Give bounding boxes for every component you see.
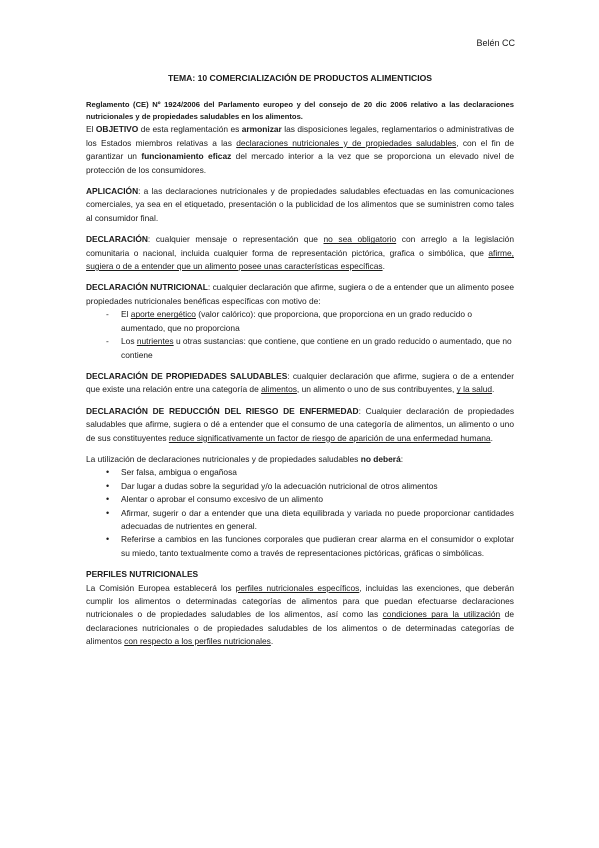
regulation-reference: Reglamento (CE) Nº 1924/2006 del Parlamento europeo y del consejo de 20 dic 2006 relativo a las declaraciones nutricionales y de propiedades saludables en los alimentos. <box>86 100 514 122</box>
list-item: • Alentar o aprobar el consumo excesivo de un alimento <box>106 494 324 505</box>
list-item: • Dar lugar a dudas sobre la seguridad y/o la adecuación nutricional de otros alimentos <box>106 480 438 491</box>
nutritional-profiles-heading: PERFILES NUTRICIONALES <box>86 569 199 580</box>
list-item: - El aporte energético (valor calórico): que proporciona, que proporciona en un grado reducido o aumentado, que no proporciona <box>106 309 473 333</box>
author-name: Belén CC <box>476 38 515 48</box>
usage-paragraph: La utilización de declaraciones nutricionales y de propiedades saludables no deberá: <box>86 453 404 464</box>
risk-reduction-paragraph: DECLARACIÓN DE REDUCCIÓN DEL RIESGO DE ENFERMEDAD: Cualquier declaración de propiedades saludables que afirme, sugiera o dé a entender que el consumo de una categoría de alimentos, un alimento o uno de sus constituyentes reduce significativamente un factor de riesgo de aparición de una enfermedad humana. <box>86 405 515 443</box>
document-body <box>86 72 514 649</box>
list-item: - Los nutrientes u otras sustancias: que contiene, que contiene en un grado reducido o aumentado, que no contiene <box>106 336 512 360</box>
document-title: TEMA: 10 COMERCIALIZACIÓN DE PRODUCTOS ALIMENTICIOS <box>167 73 433 83</box>
application-label: APLICACIÓN <box>86 186 139 197</box>
application-paragraph: APLICACIÓN: a las declaraciones nutricionales y de propiedades saludables efectuadas en las comunicaciones comerciales, ya sea en el etiquetado, presentación o la publicidad de los alimentos que se suministren como tales al consumidor final. <box>86 186 514 223</box>
declaration-paragraph: DECLARACIÓN: cualquier mensaje o representación que no sea obligatorio con arreglo a la legislación comunitaria o nacional, incluida cualquier forma de representación pictórica, grafica o simbólica, que afirme, sugiera o de a entender que un alimento posee unas características específicas. <box>86 234 514 272</box>
list-item: • Afirmar, sugerir o dar a entender que una dieta equilibrada y variada no puede proporcionar cantidades adecuadas de nutrientes en general. <box>106 507 514 531</box>
usage-restrictions-list <box>86 466 514 560</box>
health-claim-paragraph: DECLARACIÓN DE PROPIEDADES SALUDABLES: cualquier declaración que afirme, sugiera o de a entender que existe una relación entre una categoría de alimentos, un alimento o uno de sus contribuyentes, y la salud. <box>86 370 514 395</box>
risk-reduction-label: DECLARACIÓN DE REDUCCIÓN DEL RIESGO DE ENFERMEDAD <box>86 405 359 416</box>
nutritional-claim-label: DECLARACIÓN NUTRICIONAL <box>86 282 208 293</box>
nutritional-claim-list <box>86 308 514 362</box>
declaration-label: DECLARACIÓN <box>86 234 148 245</box>
objective-paragraph: El OBJETIVO de esta reglamentación es armonizar las disposiciones legales, reglamentarios o administrativas de los Estados miembros relativas a las declaraciones nutricionales y de propiedades saludables, con el fin de garantizar un funcionamiento eficaz del mercado interior a la vez que se proporciona un elevado nivel de protección de los consumidores. <box>86 124 515 175</box>
health-claim-label: DECLARACIÓN DE PROPIEDADES SALUDABLES <box>86 370 288 381</box>
list-item: • Referirse a cambios en las funciones corporales que pudieran crear alarma en el consumidor o explotar su miedo, tanto textualmente como a través de representaciones pictóricas, gráficas o simbólicas. <box>106 534 514 558</box>
nutritional-claim-paragraph: DECLARACIÓN NUTRICIONAL: cualquier declaración que afirme, sugiera o de a entender que un alimento posee propiedades nutricionales benéficas específicas con motivo de: <box>86 282 514 306</box>
list-item: • Ser falsa, ambigua o engañosa <box>106 467 237 478</box>
nutritional-profiles-paragraph: La Comisión Europea establecerá los perfiles nutricionales específicos, incluidas las exenciones, que deberán cumplir los alimentos o determinadas categorías de alimentos para que puedan efectuarse declaraciones nutricionales o de propiedades saludables de los alimentos, así como las condiciones para la utilización de declaraciones nutricionales o de propiedades saludables de los alimentos o de determinadas categorías de alimentos con respecto a los perfiles nutricionales. <box>86 582 514 647</box>
